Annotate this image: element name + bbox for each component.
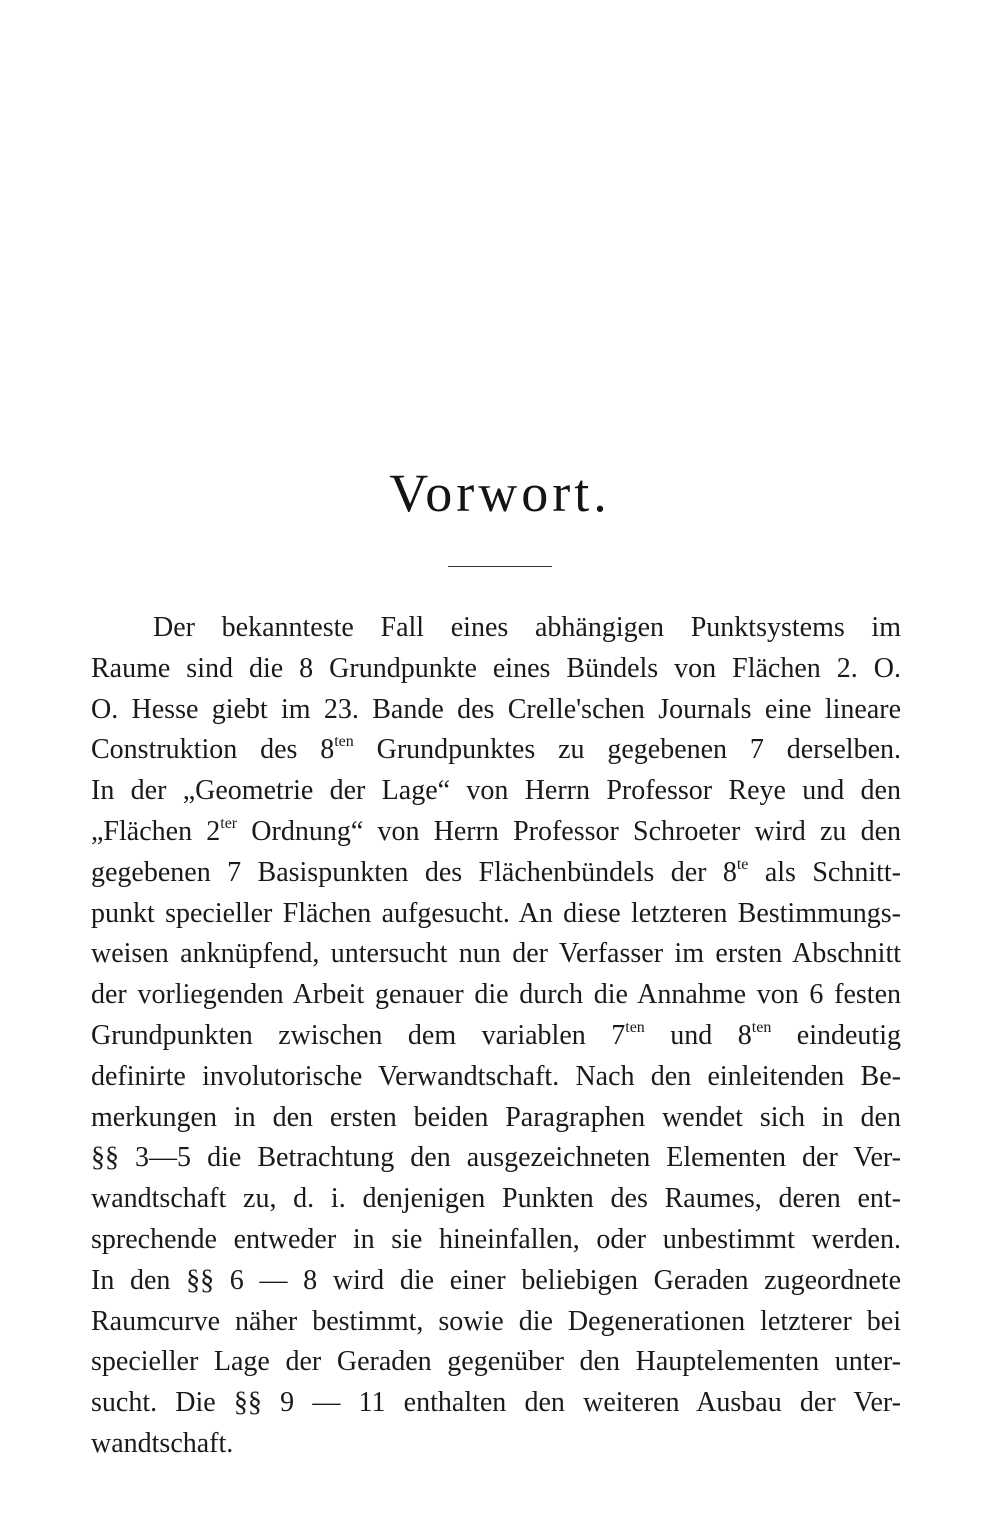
text-segment: Construktion des 8: [91, 734, 335, 766]
text-segment: eindeutig: [771, 1019, 901, 1051]
text-line: weisen anknüpfend, untersucht nun der Verfasser im ersten Abschnitt: [91, 938, 901, 970]
text-line: sprechende entweder in sie hineinfallen, oder unbestimmt werden.: [91, 1223, 901, 1255]
text-segment: Grundpunktes zu gegebenen 7 derselben.: [353, 734, 902, 766]
text-line: wandtschaft zu, d. i. denjenigen Punkten des Raumes, deren ent-: [91, 1183, 901, 1215]
text-line: specieller Lage der Geraden gegenüber den Hauptelementen unter-: [91, 1346, 901, 1378]
text-line: [91, 1016, 901, 1057]
text-line: In der „Geometrie der Lage“ von Herrn Professor Reye und den: [91, 775, 901, 807]
superscript: ter: [220, 814, 238, 832]
text-line: §§ 3—5 die Betrachtung den ausgezeichneten Elementen der Ver-: [91, 1142, 901, 1174]
text-line: definirte involutorische Verwandtschaft. Nach den einleitenden Be-: [91, 1060, 901, 1092]
text-line: O. Hesse giebt im 23. Bande des Crelle'schen Journals eine lineare: [91, 693, 901, 725]
text-line: [91, 812, 901, 853]
text-segment: gegebenen 7 Basispunkten des Flächenbündels der 8: [91, 856, 737, 888]
paragraph: [91, 608, 901, 1465]
superscript: ten: [334, 733, 354, 751]
text-line: Raume sind die 8 Grundpunkte eines Bündels von Flächen 2. O.: [91, 652, 901, 684]
text-line: merkungen in den ersten beiden Paragraphen wendet sich in den: [91, 1101, 901, 1133]
text-line: [91, 853, 901, 894]
text-line: Der bekannteste Fall eines abhängigen Punktsystems im: [153, 612, 901, 643]
text-line: [91, 730, 901, 771]
text-segment: und 8: [644, 1019, 752, 1051]
superscript: te: [736, 855, 749, 873]
text-segment: Ordnung“ von Herrn Professor Schroeter wird zu den: [237, 815, 902, 847]
page-title: Vorwort.: [389, 463, 611, 523]
superscript: ten: [751, 1018, 772, 1036]
text-segment: als Schnitt-: [748, 856, 901, 888]
text-line: sucht. Die §§ 9 — 11 enthalten den weiteren Ausbau der Ver-: [91, 1387, 901, 1419]
text-segment: Grundpunkten zwischen dem variablen 7: [91, 1019, 626, 1051]
text-line: punkt specieller Flächen aufgesucht. An diese letzteren Bestimmungs-: [91, 897, 901, 929]
text-segment: „Flächen 2: [91, 815, 221, 847]
text-line: In den §§ 6 — 8 wird die einer beliebigen Geraden zugeordnete: [91, 1264, 901, 1296]
text-line: Raumcurve näher bestimmt, sowie die Degenerationen letzterer bei: [91, 1305, 901, 1337]
superscript: ten: [625, 1018, 645, 1036]
text-line: der vorliegenden Arbeit genauer die durch die Annahme von 6 festen: [91, 979, 901, 1011]
title-divider: [448, 566, 552, 567]
text-line: wandtschaft.: [91, 1427, 234, 1459]
